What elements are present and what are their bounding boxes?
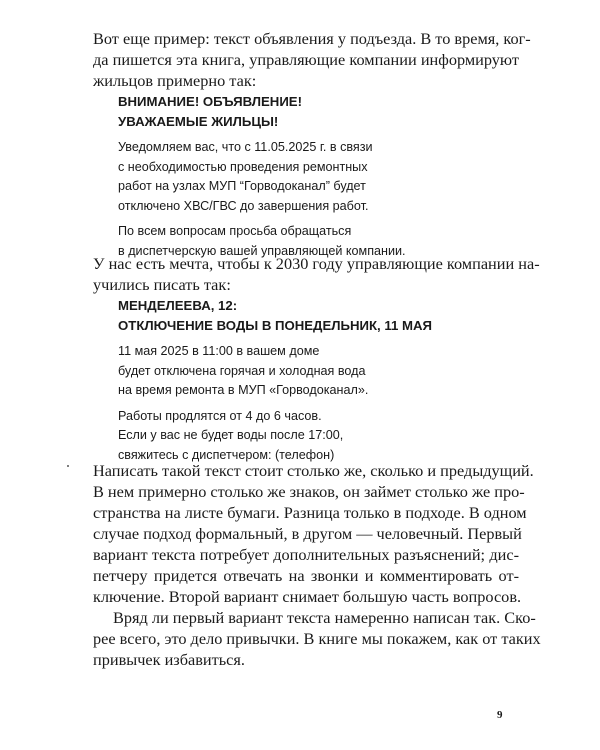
- notice-text-line: работ на узлах МУП “Горводоканал” будет: [118, 179, 366, 193]
- notice-example-formal: [118, 92, 448, 261]
- intro-line: да пишется эта книга, управляющие компании информируют: [93, 50, 519, 69]
- comparison-line: петчеру придется отвечать на звонки и комментировать от-: [93, 566, 519, 585]
- notice-text-line: отключено ХВС/ГВС до завершения работ.: [118, 198, 369, 213]
- conclusion-line: Вряд ли первый вариант текста намеренно написан так. Ско-: [113, 608, 536, 627]
- intro-line: жильцов примерно так:: [93, 71, 257, 90]
- page-number: 9: [497, 709, 503, 721]
- comparison-line: вариант текста потребует дополнительных разъяснений; дис-: [93, 545, 519, 564]
- conclusion-line: рее всего, это дело привычки. В книге мы покажем, как от таких: [93, 629, 541, 648]
- dream-line: У нас есть мечта, чтобы к 2030 году управляющие компании на-: [93, 254, 540, 273]
- notice-text-line: Уведомляем вас, что с 11.05.2025 г. в связи: [118, 140, 373, 154]
- notice-text-line: на время ремонта в МУП «Горводоканал».: [118, 383, 369, 397]
- notice-text-line: с необходимостью проведения ремонтных: [118, 159, 368, 174]
- dream-paragraph: [93, 253, 540, 295]
- notice-text-line: свяжитесь с диспетчером: (телефон): [118, 447, 335, 462]
- notice-text-line: 11 мая 2025 в 11:00 в вашем доме: [118, 344, 320, 358]
- comparison-line: Написать такой текст стоит столько же, сколько и предыдущий.: [93, 461, 534, 480]
- notice-heading: МЕНДЕЛЕЕВА, 12:: [118, 298, 238, 313]
- conclusion-line: привычек избавиться.: [93, 650, 245, 669]
- notice-text-line: По всем вопросам просьба обращаться: [118, 224, 352, 238]
- dream-line: учились писать так:: [93, 275, 231, 294]
- comparison-line: странства на листе бумаги. Разница только в подходе. В одном: [93, 503, 527, 522]
- notice-text-line: Работы продлятся от 4 до 6 часов.: [118, 408, 322, 423]
- intro-line: Вот еще пример: текст объявления у подъезда. В то время, ког-: [93, 29, 531, 48]
- notice-text-line: Если у вас не будет воды после 17:00,: [118, 428, 344, 442]
- intro-paragraph: [93, 28, 531, 91]
- print-speck: [67, 465, 69, 467]
- comparison-line: случае подход формальный, в другом — человечный. Первый: [93, 524, 522, 543]
- notice-heading: ВНИМАНИЕ! ОБЪЯВЛЕНИЕ!: [118, 94, 302, 109]
- notice-example-human: [118, 296, 448, 465]
- notice-heading: ОТКЛЮЧЕНИЕ ВОДЫ В ПОНЕДЕЛЬНИК, 11 МАЯ: [118, 318, 432, 333]
- comparison-paragraph: [93, 460, 534, 607]
- comparison-line: ключение. Второй вариант снимает большую часть вопросов.: [93, 587, 522, 606]
- comparison-line: В нем примерно столько же знаков, он займет столько же про-: [93, 482, 525, 501]
- notice-heading: УВАЖАЕМЫЕ ЖИЛЬЦЫ!: [118, 114, 279, 129]
- conclusion-paragraph: [93, 607, 541, 670]
- notice-text-line: будет отключена горячая и холодная вода: [118, 363, 366, 378]
- notice-text-line: в диспетчерскую вашей управляющей компании.: [118, 243, 406, 258]
